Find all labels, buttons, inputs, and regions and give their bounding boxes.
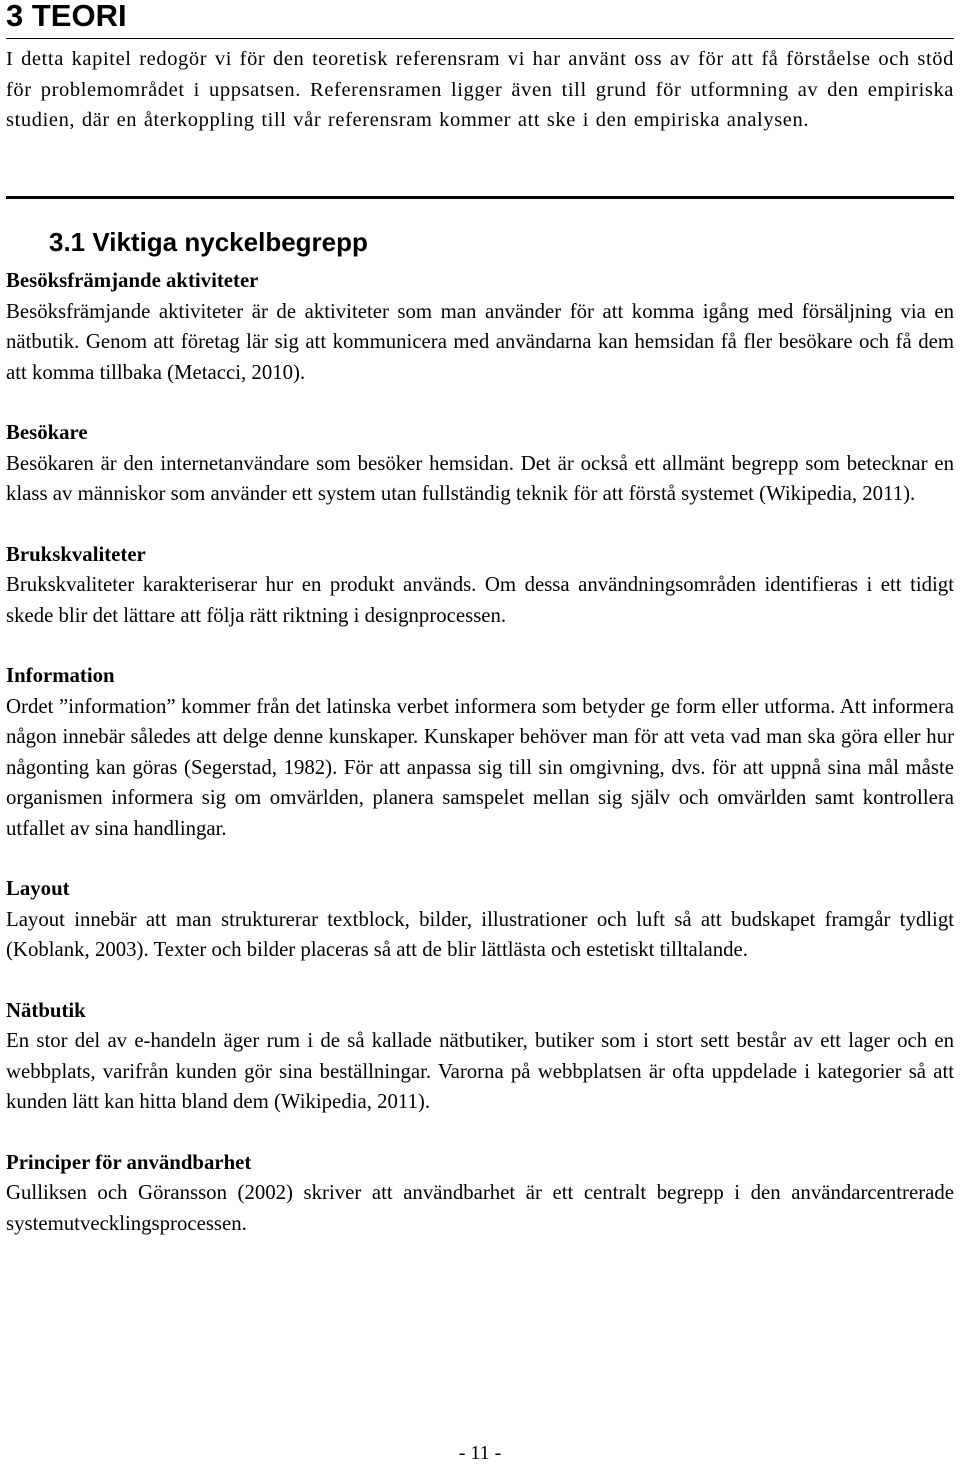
- header-rule: [6, 38, 954, 39]
- term-heading: Information: [6, 664, 115, 687]
- term-heading: Besöksfrämjande aktiviteter: [6, 269, 259, 292]
- term-body: Ordet ”information” kommer från det latinska verbet informera som betyder ge form eller utforma. Att informera någon innebär således att delge denne kunskaper. Kunskaper behöver man för att veta vad man ska göra eller hur någonting kan göras (Segerstad, 1982). För att anpassa sig till sin omgivning, dvs. för att uppnå sina mål måste organismen informera sig om omvärlden, planera samspelet mellan sig själv och omvärlden samt kontrollera utfallet av sina handlingar.: [6, 694, 954, 840]
- term-heading: Besökare: [6, 421, 88, 444]
- section-title: 3.1 Viktiga nyckelbegrepp: [49, 227, 368, 257]
- term-heading: Nätbutik: [6, 998, 86, 1022]
- term-body: Gulliksen och Göransson (2002) skriver att användbarhet är ett centralt begrepp i den användarcentrerade systemutvecklingsprocessen.: [6, 1181, 954, 1235]
- term-body: Brukskvaliteter karakteriserar hur en produkt används. Om dessa användningsområden identifieras i ett tidigt skede blir det lättare att följa rätt riktning i designprocessen.: [6, 573, 954, 627]
- term-besoksframjande-aktiviteter: [6, 266, 954, 388]
- intro-rule: [6, 196, 954, 199]
- term-natbutik: [6, 996, 954, 1118]
- term-heading: Principer för användbarhet: [6, 1150, 252, 1174]
- term-body: Besökaren är den internetanvändare som besöker hemsidan. Det är också ett allmänt begrepp som betecknar en klass av människor som använder ett system utan fullständig teknik för att förstå systemet (Wikipedia, 2011).: [6, 451, 954, 505]
- page-number: - 11 -: [458, 1442, 502, 1464]
- term-information: [6, 661, 954, 844]
- term-body: Besöksfrämjande aktiviteter är de aktiviteter som man använder för att komma igång med försäljning via en nätbutik. Genom att företag lär sig att kommunicera med användarna kan hemsidan få fler besökare och få dem att komma tillbaka (Metacci, 2010).: [6, 299, 954, 384]
- term-heading: Layout: [6, 877, 70, 900]
- term-body: Layout innebär att man strukturerar textblock, bilder, illustrationer och luft så att budskapet framgår tydligt (Koblank, 2003). Texter och bilder placeras så att de blir lättlästa och estetiskt tilltalande.: [6, 907, 954, 961]
- chapter-title: 3 TEORI: [6, 0, 127, 33]
- chapter-intro: I detta kapitel redogör vi för den teoretisk referensram vi har använt oss av för att få förståelse och stöd för problemområdet i uppsatsen. Referensramen ligger även till grund för utformning av den empiriska studien, där en återkoppling till vår referensram kommer att ske i den empiriska analysen.: [6, 48, 954, 131]
- term-body: En stor del av e-handeln äger rum i de så kallade nätbutiker, butiker som i stort sett består av ett lager och en webbplats, varifrån kunden gör sina beställningar. Varorna på webbplatsen är ofta uppdelade i kategorier så att kunden lätt kan hitta bland dem (Wikipedia, 2011).: [6, 1029, 954, 1113]
- term-layout: [6, 874, 954, 966]
- term-brukskvaliteter: [6, 540, 954, 632]
- term-heading: Brukskvaliteter: [6, 542, 146, 566]
- term-principer-for-anvandbarhet: [6, 1148, 954, 1240]
- term-list: [6, 266, 954, 1269]
- term-besokare: [6, 418, 954, 510]
